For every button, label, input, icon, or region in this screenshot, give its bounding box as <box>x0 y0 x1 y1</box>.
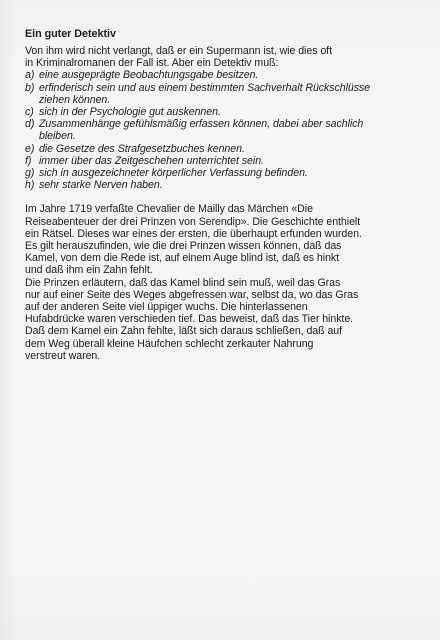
list-marker: a) <box>25 69 35 82</box>
list-item-text <box>39 179 430 191</box>
list-item-text <box>39 106 430 118</box>
list-marker: f) <box>25 154 32 167</box>
list-marker: e) <box>25 142 35 155</box>
paragraph-line: auf der anderen Seite viel üppiger wuchs. Die hinterlassenen <box>25 301 308 314</box>
paragraph-line: Im Jahre 1719 verfaßte Chevalier de Mailly das Märchen «Die <box>25 203 313 216</box>
intro-line: in Kriminalromanen der Fall ist. Aber ein Detektiv muß: <box>25 57 279 70</box>
paragraph-line: Reiseabenteuer der drei Prinzen von Serendip». Die Geschichte enthielt <box>25 215 361 228</box>
paragraph-line: und daß ihm ein Zahn fehlt. <box>25 264 153 277</box>
list-item <box>25 143 430 155</box>
list-item-line: sich in ausgezeichneter körperlicher Verfassung befinden. <box>39 167 308 180</box>
list-item-text <box>39 143 430 155</box>
list-item-line: sehr starke Nerven haben. <box>39 179 163 192</box>
list-item <box>25 106 430 118</box>
list-item-line: eine ausgeprägte Beobachtungsgabe besitzen. <box>39 69 259 82</box>
list-item-line: immer über das Zeitgeschehen unterrichtet sein. <box>39 154 264 167</box>
paragraph-line: Kamel, von dem die Rede ist, auf einem Auge blind ist, daß es hinkt <box>25 252 340 265</box>
list-marker: c) <box>25 106 34 119</box>
list-item <box>25 82 430 106</box>
list-marker: h) <box>25 179 35 192</box>
list-item-text <box>39 69 430 81</box>
list-marker: g) <box>25 167 35 180</box>
list-item <box>25 167 430 179</box>
list-item-line: ziehen können. <box>39 93 111 106</box>
story-paragraph <box>25 203 430 362</box>
paragraph-line: ein Rätsel. Dieses war eines der ersten, die überhaupt erfunden wurden. <box>25 227 362 240</box>
intro-text <box>25 45 430 69</box>
list-item <box>25 118 430 142</box>
list-item-line: erfinderisch sein und aus einem bestimmten Sachverhalt Rückschlüsse <box>39 81 371 94</box>
paragraph-line: Hufabdrücke waren verschieden tief. Das beweist, daß das Tier hinkte. <box>25 313 354 326</box>
list-item-text <box>39 118 430 142</box>
paragraph-line: nur auf einer Seite des Weges abgefressen war, selbst da, wo das Gras <box>25 288 359 301</box>
list-item-text <box>39 155 430 167</box>
list-item-line: die Gesetze des Strafgesetzbuches kennen. <box>39 142 245 155</box>
list-item-line: sich in der Psychologie gut auskennen. <box>39 106 221 119</box>
list-item-line: Zusammenhänge gefühlsmäßig erfassen können, dabei aber sachlich <box>39 118 364 131</box>
paragraph-line: dem Weg überall kleine Häufchen schlecht zerkauter Nahrung <box>25 337 314 350</box>
list-item <box>25 155 430 167</box>
paragraph-line: Es gilt herauszufinden, wie die drei Prinzen wissen können, daß das <box>25 240 342 253</box>
list-marker: b) <box>25 81 35 94</box>
list-item-line: bleiben. <box>39 130 76 143</box>
list-item-text <box>39 82 430 106</box>
list-marker: d) <box>25 118 35 131</box>
document-content <box>25 28 430 362</box>
list-item <box>25 69 430 81</box>
paragraph-line: Die Prinzen erläutern, daß das Kamel blind sein muß, weil das Gras <box>25 276 341 289</box>
list-item <box>25 179 430 191</box>
requirements-list <box>25 69 430 191</box>
document-title: Ein guter Detektiv <box>25 28 116 40</box>
paragraph-line: verstreut waren. <box>25 349 101 362</box>
intro-line: Von ihm wird nicht verlangt, daß er ein Supermann ist, wie dies oft <box>25 45 332 57</box>
paragraph-line: Daß dem Kamel ein Zahn fehlte, läßt sich daraus schließen, daß auf <box>25 325 343 338</box>
list-item-text <box>39 167 430 179</box>
